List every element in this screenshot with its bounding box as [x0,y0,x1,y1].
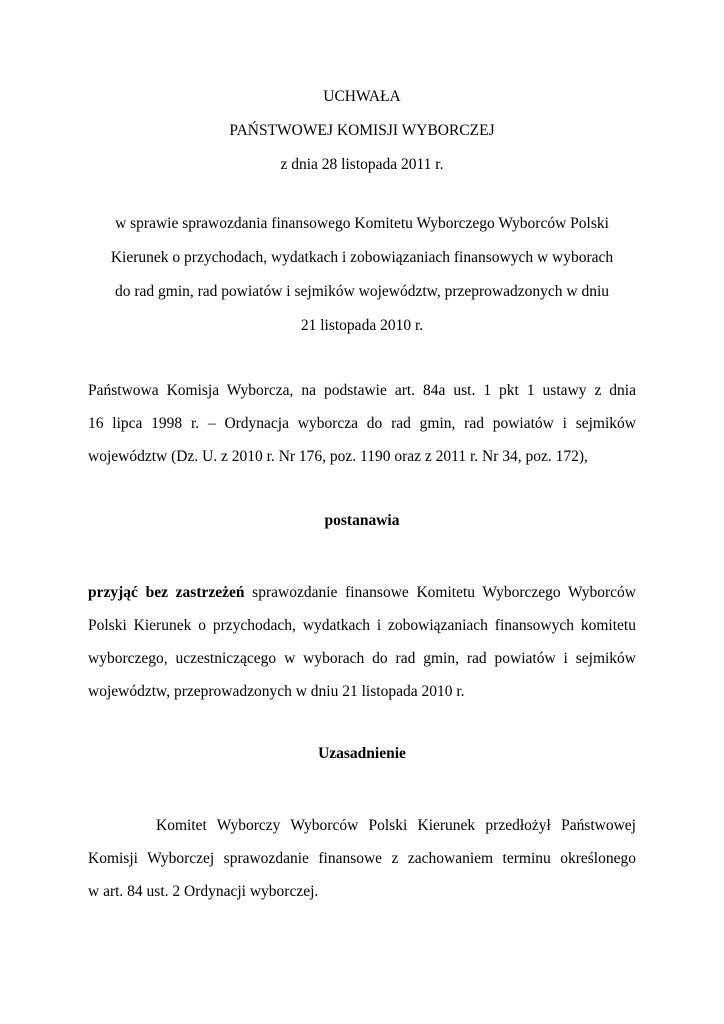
justification-line: Komitet Wyborczy Wyborców Polski Kierunek przedłożył Państwowej [156,817,636,834]
decision-bold-lead: przyjąć bez zastrzeżeń [88,584,245,601]
decision-line: województw, przeprowadzonych w dniu 21 listopada 2010 r. [88,683,465,700]
decision-line-rest: sprawozdanie finansowe Komitetu Wyborczego Wyborców [244,584,636,601]
preamble-line: 16 lipca 1998 r. – Ordynacja wyborcza do rad gmin, rad powiatów i sejmików [88,415,636,432]
justification-paragraph [88,809,636,908]
justification-line: w art. 84 ust. 2 Ordynacji wyborczej. [88,883,319,900]
resolution-date: z dnia 28 listopada 2011 r. [280,156,444,173]
subject-line: w sprawie sprawozdania finansowego Komitetu Wyborczego Wyborców Polski [115,215,609,232]
justification-heading: Uzasadnienie [318,745,406,762]
issuer-name: PAŃSTWOWEJ KOMISJI WYBORCZEJ [229,122,495,139]
subject-line: do rad gmin, rad powiatów i sejmików województw, przeprowadzonych w dniu [114,283,610,300]
preamble-line: Państwowa Komisja Wyborcza, na podstawie art. 84a ust. 1 pkt 1 ustawy z dnia [88,382,636,399]
decision-line: wyborczego, uczestniczącego w wyborach do rad gmin, rad powiatów i sejmików [88,650,636,667]
decision-line: Polski Kierunek o przychodach, wydatkach i zobowiązaniach finansowych komitetu [88,617,636,634]
decision-line [88,576,636,609]
preamble-paragraph [88,374,636,473]
subject-line: Kierunek o przychodach, wydatkach i zobowiązaniach finansowych w wyborach [110,249,614,266]
preamble-line: województw (Dz. U. z 2010 r. Nr 176, poz. 1190 oraz z 2011 r. Nr 34, poz. 172), [88,448,588,465]
subject-line: 21 listopada 2010 r. [300,317,424,334]
justification-line: Komisji Wyborczej sprawozdanie finansowe z zachowaniem terminu określonego [88,850,636,867]
resolution-title: UCHWAŁA [323,88,401,105]
decision-heading: postanawia [324,512,400,529]
decision-paragraph [88,576,636,708]
